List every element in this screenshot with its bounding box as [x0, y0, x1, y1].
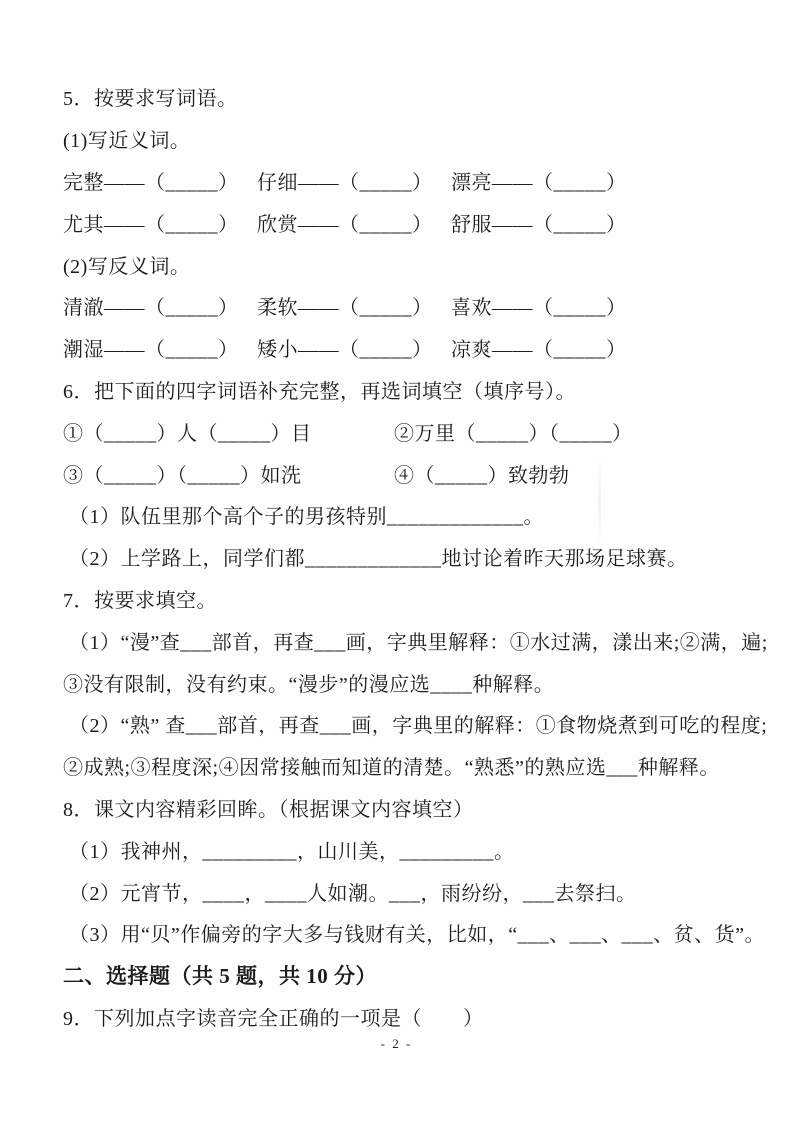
idiom-row-2 — [63, 452, 743, 494]
antonym-item: 凉爽——（_____） — [451, 339, 627, 362]
question-5-title: 5．按要求写词语。 — [63, 88, 238, 111]
antonym-row-2 — [63, 327, 743, 369]
synonym-item: 漂亮——（_____） — [451, 171, 627, 194]
question-7-line-3: （2）“熟” 查___部首，再查___画，字典里的解释：①食物烧煮到可吃的程度; — [69, 715, 768, 738]
synonym-row-2 — [63, 201, 743, 243]
antonym-item: 矮小——（_____） — [257, 339, 433, 362]
antonym-item: 柔软——（_____） — [257, 297, 433, 320]
question-6-fill-2: （2）上学路上，同学们都_____________地讨论着昨天那场足球赛。 — [69, 548, 688, 571]
synonym-item: 仔细——（_____） — [257, 171, 433, 194]
synonym-item: 欣赏——（_____） — [257, 213, 433, 236]
idiom-item: ②万里（_____）（_____） — [394, 422, 633, 445]
question-8-line-2: （2）元宵节，____，____人如潮。___，雨纷纷，___去祭扫。 — [69, 882, 637, 905]
question-8-title: 8．课文内容精彩回眸。（根据课文内容填空） — [63, 798, 474, 821]
synonym-item: 舒服——（_____） — [451, 213, 627, 236]
question-7-line-2: ③没有限制，没有约束。“漫步”的漫应选____种解释。 — [63, 673, 555, 696]
question-7-title: 7．按要求填空。 — [63, 589, 217, 612]
antonym-item: 潮湿——（_____） — [63, 339, 239, 362]
idiom-item: ④（_____）致勃勃 — [394, 464, 570, 487]
page-number: - 2 - — [380, 1036, 413, 1051]
question-8-line-1: （1）我神州，_________，山川美，_________。 — [69, 840, 515, 863]
question-7-line-4: ②成熟;③程度深;④因常接触而知道的清楚。“熟悉”的熟应选___种解释。 — [63, 757, 720, 780]
question-9-title: 9．下列加点字读音完全正确的一项是（ ） — [63, 1007, 484, 1030]
antonym-row-1 — [63, 285, 743, 327]
antonym-item: 喜欢——（_____） — [451, 297, 627, 320]
question-5-part1-label: (1)写近义词。 — [63, 130, 191, 153]
question-8-line-3: （3）用“贝”作偏旁的字大多与钱财有关，比如，“___、___、___、贫、货”。 — [69, 924, 766, 947]
question-6-title: 6．把下面的四字词语补充完整，再选词填空（填序号）。 — [63, 380, 576, 403]
idiom-item: ①（_____）人（_____）目 — [63, 422, 312, 445]
synonym-item: 完整——（_____） — [63, 171, 239, 194]
idiom-row-1 — [63, 410, 743, 452]
antonym-item: 清澈——（_____） — [63, 297, 239, 320]
question-6-fill-1: （1）队伍里那个高个子的男孩特别_____________。 — [69, 506, 544, 529]
question-5-part2-label: (2)写反义词。 — [63, 255, 191, 278]
idiom-item: ③（_____）（_____）如洗 — [63, 464, 302, 487]
section-2-title: 二、选择题（共 5 题，共 10 分） — [63, 963, 377, 988]
synonym-row-1 — [63, 160, 743, 202]
synonym-item: 尤其——（_____） — [63, 213, 239, 236]
question-7-line-1: （1）“漫”查___部首，再查___画，字典里解释：①水过满，漾出来;②满，遍; — [69, 631, 768, 654]
worksheet-content — [63, 76, 768, 1037]
